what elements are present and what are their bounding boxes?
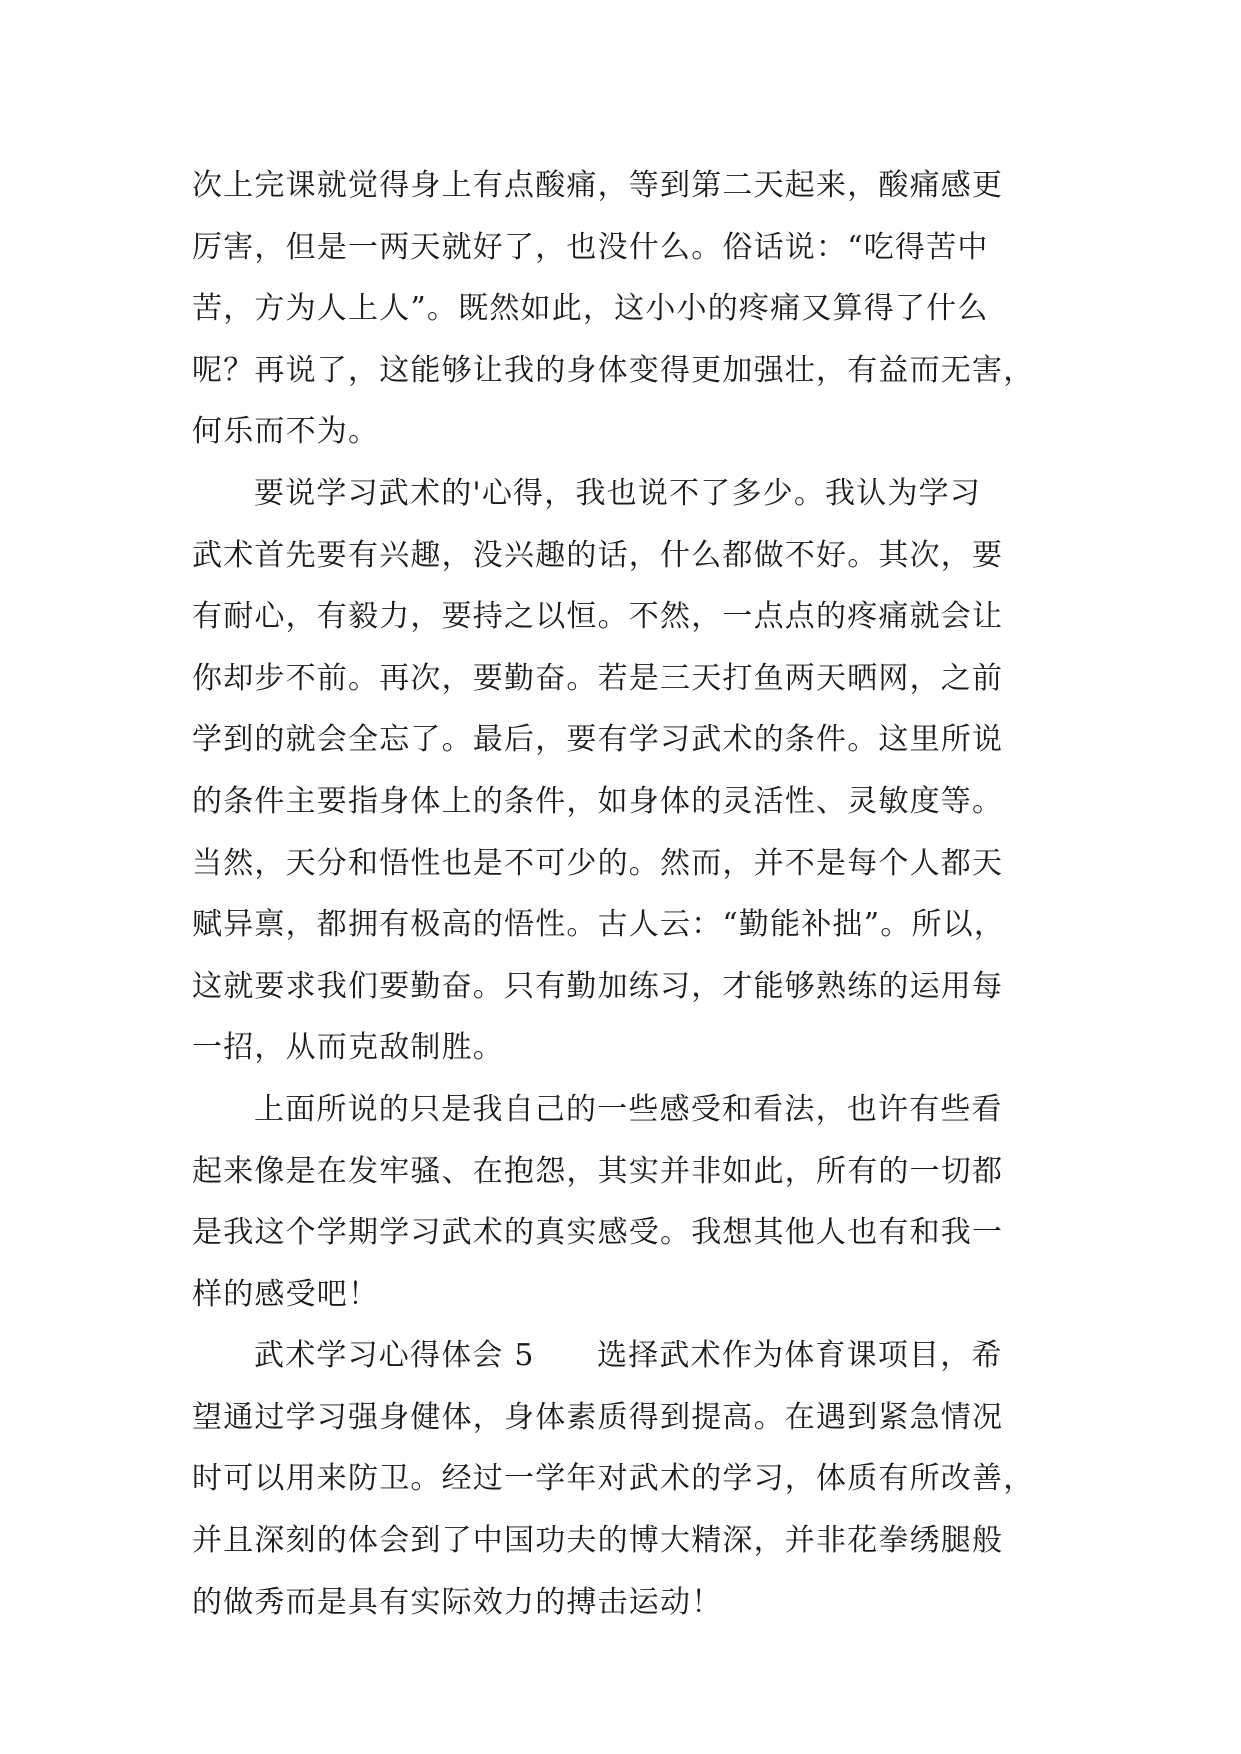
text-line: 何乐而不为。 [192, 414, 380, 450]
text-line: 这就要求我们要勤奋。只有勤加练习，才能够熟练的运用每 [192, 968, 1004, 1004]
text-line: 呢？再说了，这能够让我的身体变得更加强壮，有益而无害， [192, 352, 1035, 388]
text-line: 有耐心，有毅力，要持之以恒。不然，一点点的疼痛就会让 [192, 599, 1004, 635]
text-line: 的做秀而是具有实际效力的搏击运动！ [192, 1584, 723, 1620]
paragraph-start-line: 武术学习心得体会 5 选择武术作为体育课项目，希 [254, 1338, 1003, 1374]
text-line: 厉害，但是一两天就好了，也没什么。俗话说：“吃得苦中 [192, 229, 989, 265]
text-line: 学到的就会全忘了。最后，要有学习武术的条件。这里所说 [192, 722, 1004, 758]
text-line: 时可以用来防卫。经过一学年对武术的学习，体质有所改善， [192, 1461, 1035, 1497]
text-line: 一招，从而克敌制胜。 [192, 1030, 504, 1066]
paragraph-start-line: 上面所说的只是我自己的一些感受和看法，也许有些看 [254, 1091, 1003, 1127]
text-line: 样的感受吧！ [192, 1276, 380, 1312]
text-line: 望通过学习强身健体，身体素质得到提高。在遇到紧急情况 [192, 1399, 1004, 1435]
text-line: 苦，方为人上人”。既然如此，这小小的疼痛又算得了什么 [192, 291, 989, 327]
text-line: 赋异禀，都拥有极高的悟性。古人云：“勤能补拙”。所以， [192, 907, 1006, 943]
text-line: 并且深刻的体会到了中国功夫的博大精深，并非花拳绣腿般 [192, 1523, 1004, 1559]
paragraph-start-line: 要说学习武术的'心得，我也说不了多少。我认为学习 [254, 475, 982, 511]
document-body [192, 155, 1060, 1633]
text-line: 的条件主要指身体上的条件，如身体的灵活性、灵敏度等。 [192, 783, 1004, 819]
text-line: 你却步不前。再次，要勤奋。若是三天打鱼两天晒网，之前 [192, 660, 1004, 696]
text-line: 当然，天分和悟性也是不可少的。然而，并不是每个人都天 [192, 845, 1004, 881]
text-line: 武术首先要有兴趣，没兴趣的话，什么都做不好。其次，要 [192, 537, 1004, 573]
text-line: 起来像是在发牢骚、在抱怨，其实并非如此，所有的一切都 [192, 1153, 1004, 1189]
text-line: 次上完课就觉得身上有点酸痛，等到第二天起来，酸痛感更 [192, 168, 1004, 203]
text-line: 是我这个学期学习武术的真实感受。我想其他人也有和我一 [192, 1215, 1004, 1251]
